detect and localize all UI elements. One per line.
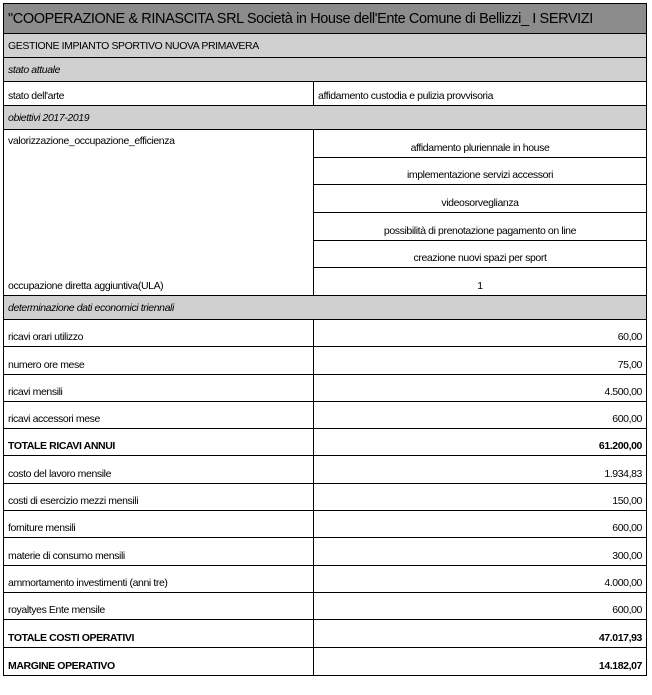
section-stato-attuale [4, 58, 646, 82]
row-label: ammortamento investimenti (anni tre) [4, 566, 314, 592]
table-row [4, 429, 646, 456]
row-label: ricavi mensili [4, 375, 314, 401]
objective-item: implementazione servizi accessori [314, 158, 646, 186]
subtitle-row [4, 34, 646, 58]
row-value: 61.200,00 [598, 440, 642, 453]
objective-item: possibilità di prenotazione pagamento on line [314, 213, 646, 241]
section-heading: obiettivi 2017-2019 [8, 111, 90, 124]
objective-item: creazione nuovi spazi per sport [314, 241, 646, 269]
table-row [4, 648, 646, 675]
row-label: royaltyes Ente mensile [4, 593, 314, 619]
row-value: 60,00 [617, 331, 642, 344]
section-heading: determinazione dati economici triennali [8, 301, 174, 314]
objectives-list [314, 130, 646, 295]
objectives-label: valorizzazione_occupazione_efficienza [8, 135, 175, 147]
table-row [4, 511, 646, 538]
row-label: TOTALE COSTI OPERATIVI [4, 620, 314, 646]
table-row [4, 456, 646, 483]
table-row [4, 484, 646, 511]
section-dati-economici [4, 296, 646, 320]
document-subtitle: GESTIONE IMPIANTO SPORTIVO NUOVA PRIMAVERA [8, 39, 259, 52]
row-label: MARGINE OPERATIVO [4, 648, 314, 675]
objective-item: videosorveglianza [314, 185, 646, 213]
row-label: ricavi orari utilizzo [4, 320, 314, 346]
row-label: stato dell'arte [4, 82, 314, 105]
row-label: costo del lavoro mensile [4, 456, 314, 482]
table-row [4, 402, 646, 429]
row-label: forniture mensili [4, 511, 314, 537]
row-label: materie di consumo mensili [4, 538, 314, 564]
row-value: 150,00 [612, 495, 642, 508]
spreadsheet-table [3, 3, 647, 676]
row-label: TOTALE RICAVI ANNUI [4, 429, 314, 455]
table-row [4, 347, 646, 374]
table-row [4, 620, 646, 647]
row-label: numero ore mese [4, 347, 314, 373]
section-heading: stato attuale [8, 63, 61, 76]
document-title-row [4, 4, 646, 34]
row-value: 75,00 [617, 358, 642, 371]
row-value: 600,00 [612, 522, 642, 535]
row-value: 300,00 [612, 549, 642, 562]
table-row [4, 320, 646, 347]
objective-item: affidamento pluriennale in house [314, 130, 646, 158]
row-value: 600,00 [612, 413, 642, 426]
objectives-block [4, 130, 646, 296]
table-row [4, 375, 646, 402]
ula-label: occupazione diretta aggiuntiva(ULA) [8, 280, 164, 292]
row-value: 47.017,93 [598, 631, 642, 644]
document-title: "COOPERAZIONE & RINASCITA SRL Società in House dell'Ente Comune di Bellizzi_ I SERVIZI [8, 10, 593, 27]
row-label: ricavi accessori mese [4, 402, 314, 428]
table-row [4, 538, 646, 565]
row-value: 4.000,00 [604, 576, 642, 589]
row-value: 600,00 [612, 604, 642, 617]
table-row [4, 593, 646, 620]
objectives-labels [4, 130, 314, 295]
row-value: 14.182,07 [598, 659, 642, 672]
table-row [4, 82, 646, 106]
ula-value: 1 [477, 280, 483, 293]
row-label: costi di esercizio mezzi mensili [4, 484, 314, 510]
table-row [4, 566, 646, 593]
economic-rows [4, 320, 646, 675]
row-value: 1.934,83 [604, 467, 642, 480]
row-value: affidamento custodia e pulizia provvisoria [318, 90, 494, 102]
section-obiettivi [4, 106, 646, 130]
row-value: 4.500,00 [604, 385, 642, 398]
